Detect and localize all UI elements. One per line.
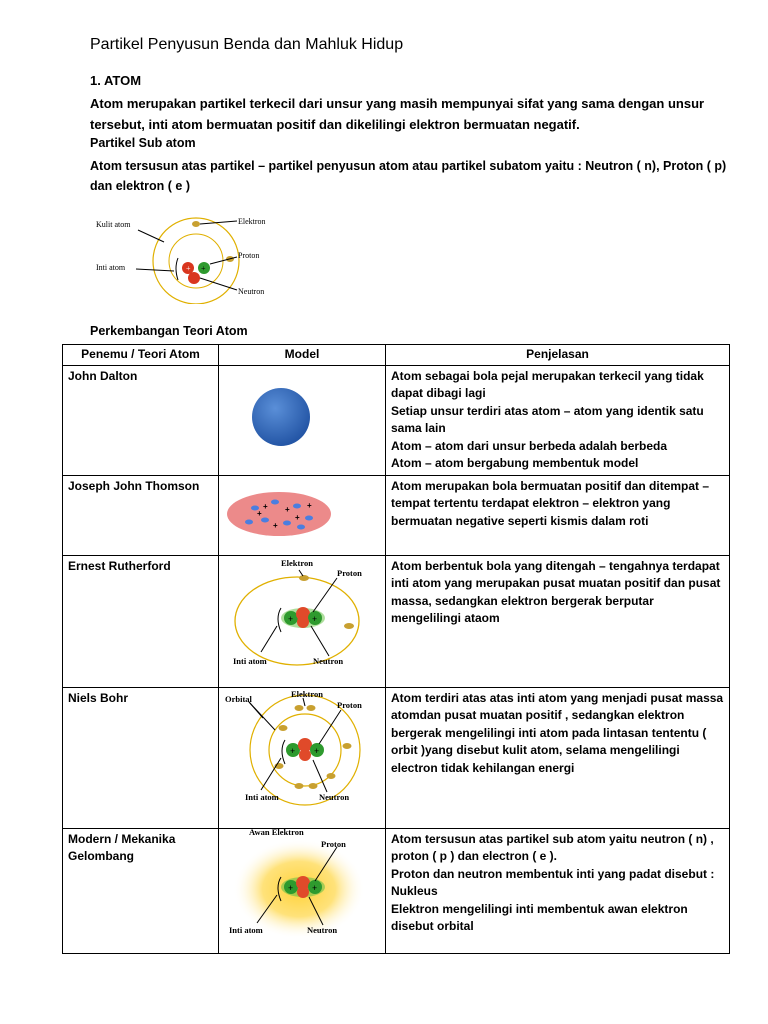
outer-shell [153, 218, 239, 304]
description-cell [386, 475, 730, 555]
proton-particle [188, 272, 200, 284]
header-cell: Model [219, 345, 386, 366]
description-cell [386, 365, 730, 475]
section-heading: 1. ATOM [90, 73, 142, 88]
svg-text:+: + [295, 512, 300, 522]
description-line: Atom berbentuk bola yang ditengah – tengahnya terdapat inti atom yang merupakan pusat muatan positif dan pusat massa, sedangkan elektron bergerak berputar mengelilingi ataom [391, 558, 721, 625]
label-inti-atom: Inti atom [245, 791, 279, 802]
description-cell [386, 555, 730, 687]
description-line: Elektron mengelilingi inti membentuk awan elektron disebut orbital [391, 901, 688, 933]
svg-text:+: + [290, 745, 296, 756]
table-header-row [63, 345, 730, 366]
solid-sphere [252, 388, 310, 446]
modern-model [219, 829, 386, 952]
positive-sphere [227, 492, 331, 536]
label-elektron: Elektron [291, 688, 323, 699]
description-line: Atom merupakan bola bermuatan positif dan ditempat – tempat tertentu terdapat elektron – elektron yang bermuatan negative seperti kismis dalam roti [391, 478, 710, 528]
description-line: Atom – atom dari unsur berbeda adalah berbeda [391, 438, 668, 453]
table-row [63, 828, 730, 953]
table-row [63, 555, 730, 687]
svg-text:+: + [312, 882, 318, 893]
label-kulit-atom: Kulit atom [96, 220, 131, 229]
label-awan-elektron: Awan Elektron [249, 828, 304, 837]
header-cell: Penjelasan [386, 345, 730, 366]
svg-text:+: + [285, 504, 290, 514]
model-cell [219, 828, 386, 953]
svg-text:+: + [263, 501, 268, 511]
table-row [63, 365, 730, 475]
label-neutron: Neutron [238, 287, 265, 296]
svg-text:+: + [201, 264, 206, 273]
table-row [63, 475, 730, 555]
label-orbital: Orbital [225, 693, 252, 704]
theory-name: Niels Bohr [63, 687, 219, 828]
theory-name: Modern / Mekanika Gelombang [63, 828, 219, 953]
label-proton: Proton [238, 251, 260, 260]
description-line: Atom sebagai bola pejal merupakan terkecil yang tidak dapat dibagi lagi [391, 368, 704, 400]
page-title: Partikel Penyusun Benda dan Mahluk Hidup [90, 36, 404, 53]
label-neutron: Neutron [319, 791, 350, 802]
label-elektron: Elektron [238, 217, 266, 226]
description-line: Atom terdiri atas atas inti atom yang menjadi pusat massa atomdan pusat muatan positif , sedangkan elektron bergerak mengelilingi inti atom pada lintasan tententu ( orbit )yang disebut kulit atom, selama mengelilingi electron tidak kehilangan energi [391, 690, 724, 775]
svg-text:+: + [257, 508, 262, 518]
bohr-model [219, 688, 386, 827]
theory-name: Joseph John Thomson [63, 475, 219, 555]
atom-theory-table [62, 344, 730, 954]
label-inti-atom: Inti atom [233, 655, 267, 666]
svg-text:+: + [312, 613, 318, 624]
model-cell [219, 687, 386, 828]
model-cell [219, 475, 386, 555]
table-caption: Perkembangan Teori Atom [90, 324, 248, 338]
electron-particle [192, 221, 200, 227]
label-neutron: Neutron [313, 655, 344, 666]
svg-text:+: + [273, 520, 278, 530]
thomson-model [219, 476, 386, 554]
atom-diagram [92, 212, 292, 304]
subatom-paragraph: Atom tersusun atas partikel – partikel penyusun atom atau partikel subatom yaitu : Neutron ( n), Proton ( p) dan elektron ( e ) [90, 159, 727, 193]
model-cell [219, 555, 386, 687]
description-cell [386, 687, 730, 828]
table-row [63, 687, 730, 828]
label-elektron: Elektron [281, 557, 313, 568]
theory-name: John Dalton [63, 365, 219, 475]
svg-text:+: + [307, 500, 312, 510]
model-cell [219, 365, 386, 475]
label-inti-atom: Inti atom [229, 924, 263, 935]
intro-paragraph: Atom merupakan partikel terkecil dari unsur yang masih mempunyai sifat yang sama dengan unsur tersebut, inti atom bermuatan positif dan dikelilingi elektron bermuatan negatif. [90, 96, 705, 132]
description-line: Atom – atom bergabung membentuk model [391, 456, 639, 470]
theory-name: Ernest Rutherford [63, 555, 219, 687]
svg-text:+: + [288, 882, 294, 893]
description-line: Atom tersusun atas partikel sub atom yaitu neutron ( n) , proton ( p ) dan electron ( e ). [391, 831, 714, 863]
subheading: Partikel Sub atom [90, 136, 196, 150]
svg-text:+: + [288, 613, 294, 624]
description-cell [386, 828, 730, 953]
label-proton: Proton [321, 838, 346, 849]
dalton-model [219, 366, 386, 467]
label-proton: Proton [337, 567, 362, 578]
description-line: Setiap unsur terdiri atas atom – atom yang identik satu sama lain [391, 403, 704, 435]
svg-text:+: + [314, 745, 320, 756]
svg-text:+: + [186, 264, 191, 273]
description-line: Proton dan neutron membentuk inti yang padat disebut : Nukleus [391, 866, 715, 898]
rutherford-model [219, 556, 386, 686]
header-cell: Penemu / Teori Atom [63, 345, 219, 366]
label-proton: Proton [337, 699, 362, 710]
label-inti-atom: Inti atom [96, 263, 126, 272]
label-neutron: Neutron [307, 924, 338, 935]
